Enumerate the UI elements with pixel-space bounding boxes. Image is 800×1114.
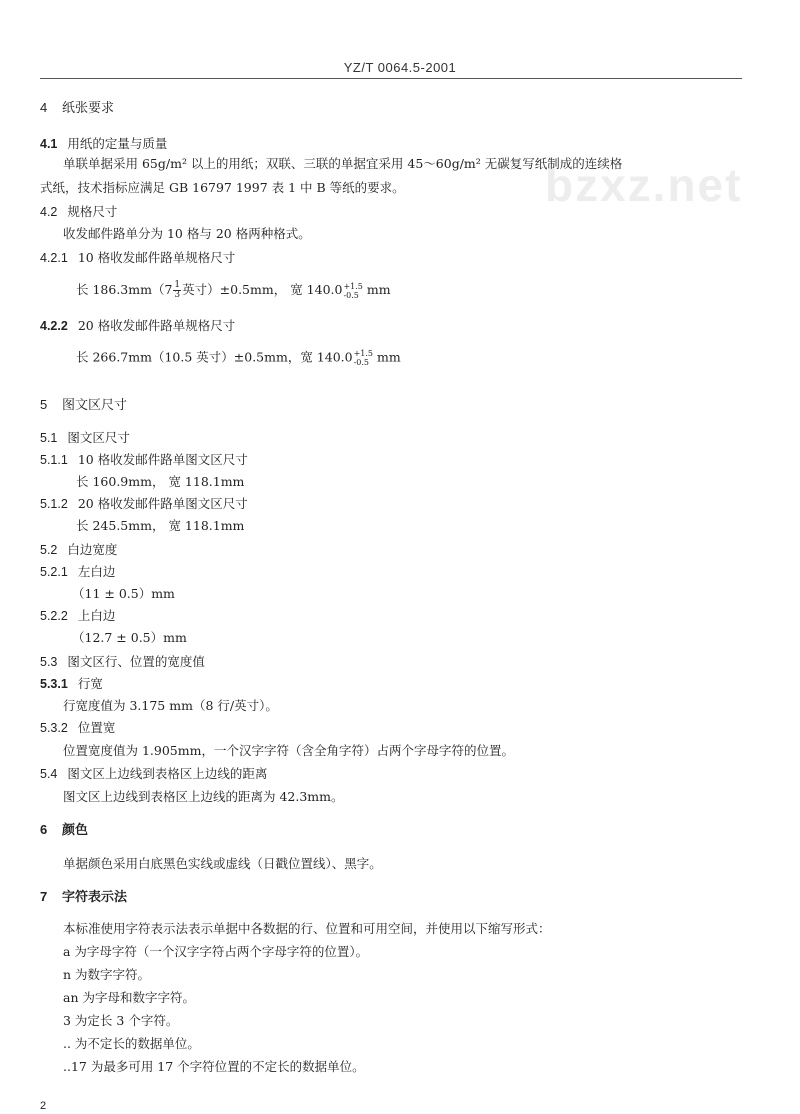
clause-title: 图文区行、位置的宽度值 [67, 654, 205, 669]
clause-number: 5.1.2 [40, 497, 68, 511]
fraction-denominator: 3 [174, 290, 181, 300]
dimension-unit: mm [373, 349, 401, 365]
paragraph-line: 本标准使用字符表示法表示单据中各数据的行、位置和可用空间，并使用以下缩写形式： [63, 921, 551, 936]
clause-5-2-2-heading [40, 608, 115, 624]
clause-number: 4.1 [40, 137, 58, 151]
tolerance-upper: +1.5 [353, 349, 374, 358]
paragraph-line: 长 160.9mm， 宽 118.1mm [76, 474, 245, 489]
paragraph-line: 收发邮件路单分为 10 格与 20 格两种格式。 [63, 226, 311, 241]
section-number: 7 [40, 889, 48, 904]
paragraph-line: 单据颜色采用白底黑色实线或虚线（日戳位置线）、黑字。 [63, 856, 382, 871]
clause-4-1-heading [40, 136, 167, 152]
fraction-numerator: 1 [174, 280, 181, 290]
clause-number: 5.2 [40, 543, 58, 557]
clause-title: 10 格收发邮件路单图文区尺寸 [77, 452, 248, 467]
section-7-heading [40, 889, 127, 905]
section-number: 5 [40, 397, 48, 412]
section-title: 颜色 [62, 822, 89, 837]
clause-number: 5.3.2 [40, 721, 68, 735]
paragraph-line: 行宽度值为 3.175 mm（8 行/英寸）。 [63, 698, 278, 713]
fraction [173, 281, 181, 300]
page-number: 2 [40, 1100, 47, 1112]
clause-title: 行宽 [77, 676, 103, 691]
header-rule [40, 78, 742, 79]
clause-4-2-1-heading [40, 250, 235, 266]
clause-number: 5.4 [40, 767, 58, 781]
clause-title: 10 格收发邮件路单规格尺寸 [77, 250, 236, 265]
clause-5-3-heading [40, 654, 205, 670]
paragraph-line: 图文区上边线到表格区上边线的距离为 42.3mm。 [63, 789, 344, 804]
clause-title: 位置宽 [77, 720, 116, 735]
dimension-text: 长 186.3mm（7 [76, 282, 173, 297]
clause-number: 5.3 [40, 655, 58, 669]
dimension-text: 长 266.7mm（10.5 英寸）±0.5mm，宽 140.0 [76, 349, 353, 365]
paragraph-line: 长 245.5mm， 宽 118.1mm [76, 518, 245, 533]
clause-5-3-1-heading [40, 676, 103, 692]
section-5-heading [40, 397, 127, 413]
clause-4-2-heading [40, 204, 117, 220]
clause-number: 4.2.2 [40, 319, 68, 333]
clause-4-2-2-heading [40, 318, 235, 334]
tolerance [354, 349, 373, 367]
clause-5-1-1-heading [40, 452, 248, 468]
section-title: 字符表示法 [62, 889, 128, 904]
clause-title: 20 格收发邮件路单图文区尺寸 [77, 496, 248, 511]
clause-title: 图文区上边线到表格区上边线的距离 [67, 766, 268, 781]
clause-number: 5.1.1 [40, 453, 68, 467]
section-title: 图文区尺寸 [62, 397, 128, 412]
list-item: n 为数字字符。 [63, 967, 151, 982]
clause-number: 5.3.1 [40, 677, 68, 691]
paragraph-line: （12.7 ± 0.5）mm [72, 630, 187, 645]
clause-number: 5.1 [40, 431, 58, 445]
standard-number-header: YZ/T 0064.5-2001 [343, 60, 457, 75]
list-item: ..17 为最多可用 17 个字符位置的不定长的数据单位。 [63, 1059, 365, 1074]
tolerance-lower: -0.5 [343, 290, 359, 300]
clause-title: 图文区尺寸 [67, 430, 130, 445]
tolerance [343, 282, 362, 300]
section-number: 6 [40, 822, 48, 837]
list-item: an 为字母和数字字符。 [63, 990, 195, 1005]
section-6-heading [40, 822, 88, 838]
clause-number: 4.2.1 [40, 251, 68, 265]
clause-title: 白边宽度 [67, 542, 118, 557]
paragraph-line: 式纸，技术指标应满足 GB 16797 1997 表 1 中 B 等纸的要求。 [40, 180, 405, 195]
clause-title: 上白边 [77, 608, 116, 623]
section-title: 纸张要求 [62, 100, 115, 115]
list-item: .. 为不定长的数据单位。 [63, 1036, 200, 1051]
list-item: a 为字母字符（一个汉字字符占两个字母字符的位置）。 [63, 944, 369, 959]
paragraph-line: （11 ± 0.5）mm [72, 586, 175, 601]
clause-title: 用纸的定量与质量 [67, 136, 168, 151]
list-item: 3 为定长 3 个字符。 [63, 1013, 179, 1028]
paragraph-line: 位置宽度值为 1.905mm，一个汉字字符（含全角字符）占两个字母字符的位置。 [63, 743, 514, 758]
watermark: bzxz.net [545, 159, 743, 211]
clause-number: 5.2.2 [40, 609, 68, 623]
clause-5-1-2-heading [40, 496, 248, 512]
dimension-unit: mm [362, 282, 391, 297]
clause-title: 20 格收发邮件路单规格尺寸 [77, 318, 236, 333]
clause-5-3-2-heading [40, 720, 115, 736]
dimension-text: 英寸）±0.5mm， 宽 140.0 [182, 282, 343, 297]
section-number: 4 [40, 100, 48, 115]
dimension-line [76, 281, 391, 300]
clause-number: 5.2.1 [40, 565, 68, 579]
tolerance-lower: -0.5 [353, 358, 370, 367]
clause-number: 4.2 [40, 205, 58, 219]
dimension-line [76, 349, 401, 367]
tolerance-upper: +1.5 [343, 281, 363, 291]
clause-5-2-heading [40, 542, 117, 558]
clause-5-2-1-heading [40, 564, 115, 580]
clause-title: 左白边 [77, 564, 116, 579]
clause-5-4-heading [40, 766, 267, 782]
paragraph-line: 单联单据采用 65g/m² 以上的用纸；双联、三联的单据宜采用 45～60g/m² 无碳复写纸制成的连续格 [63, 156, 623, 171]
section-4-heading [40, 100, 114, 116]
clause-title: 规格尺寸 [67, 204, 118, 219]
clause-5-1-heading [40, 430, 130, 446]
